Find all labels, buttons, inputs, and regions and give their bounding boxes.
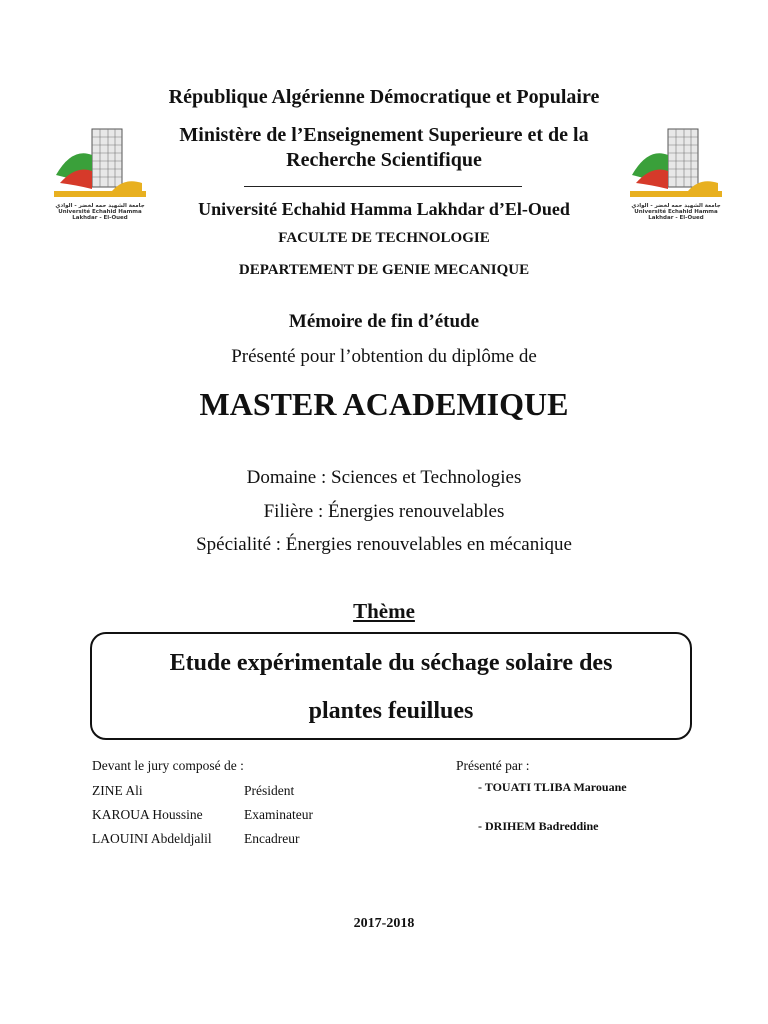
jury-member-role: Président bbox=[244, 783, 295, 798]
jury-member-name: KAROUA Houssine bbox=[92, 807, 203, 822]
jury-member-role: Examinateur bbox=[244, 807, 313, 822]
logo-caption-latin: Université Echahid Hamma Lakhdar - El-Oued bbox=[58, 209, 142, 221]
jury-member-name: ZINE Ali bbox=[92, 783, 143, 798]
logo-caption-latin: Université Echahid Hamma Lakhdar - El-Oued bbox=[634, 209, 718, 221]
student-name: - TOUATI TLIBA Marouane bbox=[478, 780, 627, 794]
memoire-subtitle: Présenté pour l’obtention du diplôme de bbox=[231, 346, 537, 367]
memoire-title: Mémoire de fin d’étude bbox=[288, 311, 480, 332]
republic-title: République Algérienne Démocratique et Populaire bbox=[168, 86, 600, 108]
student-name: - DRIHEM Badreddine bbox=[478, 819, 599, 833]
academic-year: 2017-2018 bbox=[353, 916, 415, 931]
logo-caption-arabic: جامعة الشهيد حمه لخضر - الوادي bbox=[631, 203, 721, 209]
ministry-line-2: Recherche Scientifique bbox=[286, 149, 482, 171]
program-filiere: Filière : Énergies renouvelables bbox=[263, 501, 505, 522]
jury-member-name: LAOUINI Abdeldjalil bbox=[92, 831, 212, 846]
ministry-line-1: Ministère de l’Enseignement Superieure et de la bbox=[179, 124, 589, 146]
presented-heading: Présenté par : bbox=[456, 758, 530, 773]
theme-title-line-2: plantes feuillues bbox=[308, 698, 474, 724]
theme-box bbox=[90, 632, 692, 740]
department-name: DEPARTEMENT DE GENIE MECANIQUE bbox=[238, 262, 530, 278]
degree-title: MASTER ACADEMIQUE bbox=[199, 386, 569, 422]
theme-title-line-1: Etude expérimentale du séchage solaire des bbox=[169, 650, 613, 676]
jury-heading: Devant le jury composé de : bbox=[92, 758, 244, 773]
program-specialite: Spécialité : Énergies renouvelables en mécanique bbox=[196, 534, 572, 555]
faculty-name: FACULTE DE TECHNOLOGIE bbox=[278, 230, 490, 246]
program-domaine: Domaine : Sciences et Technologies bbox=[246, 467, 522, 488]
jury-member-role: Encadreur bbox=[244, 831, 300, 846]
theme-label: Thème bbox=[353, 599, 415, 623]
logo-caption-arabic: جامعة الشهيد حمه لخضر - الوادي bbox=[55, 203, 145, 209]
header-divider bbox=[244, 186, 522, 187]
university-name: Université Echahid Hamma Lakhdar d’El-Oued bbox=[198, 199, 570, 219]
